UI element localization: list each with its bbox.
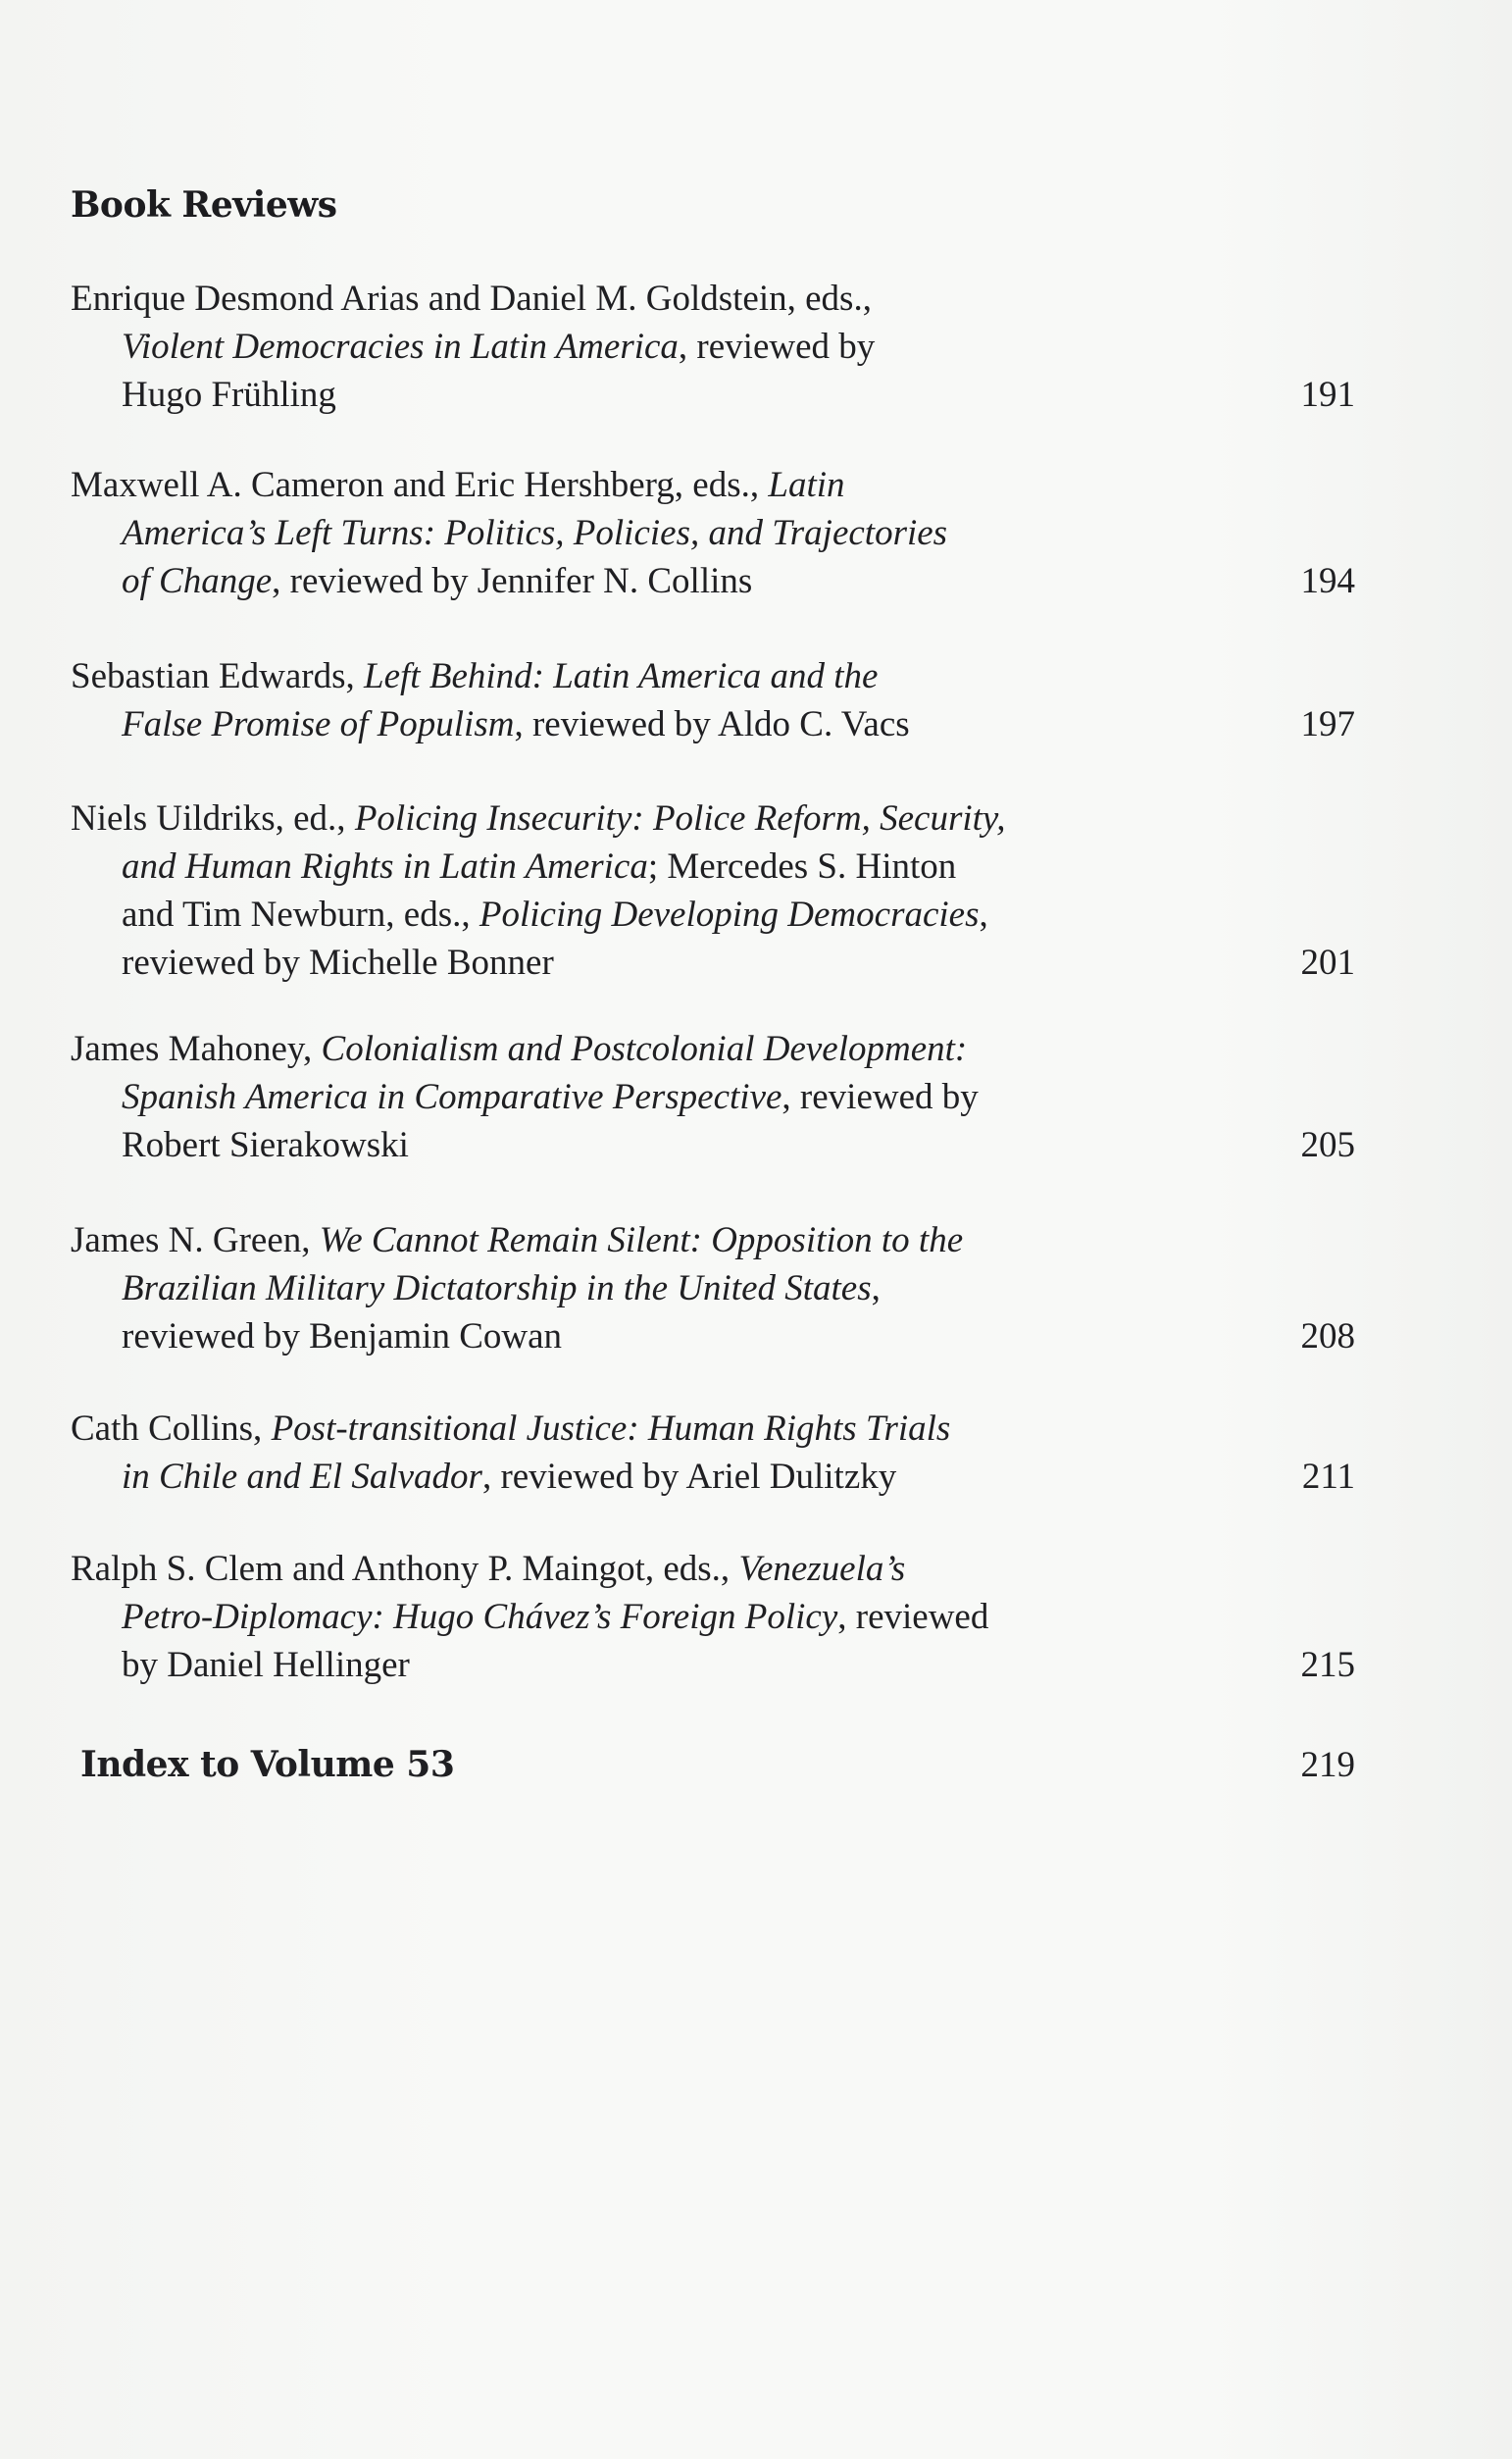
review-entry xyxy=(71,1545,1355,1689)
review-entry-line xyxy=(71,275,1355,323)
italic-title-segment: We Cannot Remain Silent: Opposition to the xyxy=(319,1220,964,1260)
review-entry-line xyxy=(71,1073,1355,1121)
text-segment: , reviewed xyxy=(837,1597,989,1637)
italic-title-segment: of Change xyxy=(122,561,273,601)
italic-title-segment: Petro-Diplomacy: Hugo Chávez’s Foreign Policy xyxy=(122,1597,838,1637)
review-entry xyxy=(71,1216,1355,1360)
italic-title-segment: Brazilian Military Dictatorship in the United States xyxy=(122,1268,872,1308)
text-segment: , reviewed by xyxy=(781,1077,979,1117)
text-segment: Niels Uildriks, ed., xyxy=(71,798,355,839)
italic-title-segment: False Promise of Populism xyxy=(122,704,515,744)
italic-title-segment: Policing Insecurity: Police Reform, Security, xyxy=(354,798,1006,839)
text-segment: , reviewed by xyxy=(678,327,876,367)
review-entry-line xyxy=(71,461,1355,509)
review-entry-line xyxy=(71,652,1355,700)
text-segment: reviewed by Benjamin Cowan xyxy=(122,1316,563,1357)
section-heading: Book Reviews xyxy=(71,184,337,226)
review-entry-line xyxy=(71,1312,1355,1360)
review-entry-line xyxy=(71,1405,1355,1453)
text-segment: and Tim Newburn, eds., xyxy=(122,895,479,935)
review-page-number: 205 xyxy=(1300,1125,1355,1165)
text-segment: Maxwell A. Cameron and Eric Hershberg, eds., xyxy=(71,465,769,505)
review-entry-line xyxy=(71,323,1355,371)
review-entry-line xyxy=(71,794,1355,843)
review-entry-line xyxy=(71,1121,1355,1169)
text-segment: , xyxy=(871,1268,881,1308)
review-page-number: 191 xyxy=(1300,375,1355,415)
review-page-number: 201 xyxy=(1300,943,1355,983)
text-segment: ; Mercedes S. Hinton xyxy=(647,846,957,887)
review-entry xyxy=(71,1405,1355,1501)
review-entry-line xyxy=(71,1453,1355,1501)
italic-title-segment: America’s Left Turns: Politics, Policies, and Trajectories xyxy=(122,513,948,553)
review-entry-line xyxy=(71,1545,1355,1593)
text-segment: , reviewed by Ariel Dulitzky xyxy=(481,1457,897,1497)
text-segment: by Daniel Hellinger xyxy=(122,1645,410,1685)
italic-title-segment: Latin xyxy=(768,465,845,505)
text-segment: reviewed by Michelle Bonner xyxy=(122,943,554,983)
text-segment: James Mahoney, xyxy=(71,1029,322,1069)
text-segment: Cath Collins, xyxy=(71,1409,272,1449)
italic-title-segment: Policing Developing Democracies xyxy=(479,895,980,935)
review-entry xyxy=(71,652,1355,748)
text-segment: Sebastian Edwards, xyxy=(71,656,365,696)
italic-title-segment: Violent Democracies in Latin America xyxy=(122,327,679,367)
review-entry-line xyxy=(71,1216,1355,1264)
review-entry-line xyxy=(71,557,1355,605)
text-segment: , reviewed by Jennifer N. Collins xyxy=(272,561,753,601)
review-entry-line xyxy=(71,700,1355,748)
italic-title-segment: Post-transitional Justice: Human Rights Trials xyxy=(271,1409,951,1449)
review-entry-line xyxy=(71,371,1355,419)
italic-title-segment: Left Behind: Latin America and the xyxy=(364,656,879,696)
index-row xyxy=(80,1744,1355,1793)
review-entry-line xyxy=(71,891,1355,939)
text-segment: , xyxy=(979,895,988,935)
italic-title-segment: in Chile and El Salvador xyxy=(122,1457,482,1497)
review-entry-line xyxy=(71,843,1355,891)
text-segment: Ralph S. Clem and Anthony P. Maingot, eds., xyxy=(71,1549,739,1589)
text-segment: Robert Sierakowski xyxy=(122,1125,409,1165)
review-entry xyxy=(71,275,1355,419)
review-entry-line xyxy=(71,1593,1355,1641)
review-page-number: 194 xyxy=(1300,561,1355,601)
review-page-number: 211 xyxy=(1301,1457,1355,1497)
review-entry-line xyxy=(71,1025,1355,1073)
review-entry xyxy=(71,794,1355,987)
review-entry-line xyxy=(71,509,1355,557)
italic-title-segment: Spanish America in Comparative Perspective xyxy=(122,1077,782,1117)
text-segment: James N. Green, xyxy=(71,1220,320,1260)
text-segment: Hugo Frühling xyxy=(122,375,336,415)
review-entry-line xyxy=(71,1264,1355,1312)
review-entry-line xyxy=(71,939,1355,987)
italic-title-segment: and Human Rights in Latin America xyxy=(122,846,648,887)
review-page-number: 208 xyxy=(1300,1316,1355,1357)
review-page-number: 215 xyxy=(1300,1645,1355,1685)
review-entry-line xyxy=(71,1641,1355,1689)
text-segment: , reviewed by Aldo C. Vacs xyxy=(514,704,910,744)
text-segment: Enrique Desmond Arias and Daniel M. Goldstein, eds., xyxy=(71,279,872,319)
italic-title-segment: Venezuela’s xyxy=(738,1549,906,1589)
review-page-number: 197 xyxy=(1300,704,1355,744)
review-entry xyxy=(71,1025,1355,1169)
italic-title-segment: Colonialism and Postcolonial Development: xyxy=(321,1029,968,1069)
review-entry xyxy=(71,461,1355,605)
index-page-number: 219 xyxy=(1300,1745,1355,1785)
index-label: Index to Volume 53 xyxy=(80,1744,455,1785)
